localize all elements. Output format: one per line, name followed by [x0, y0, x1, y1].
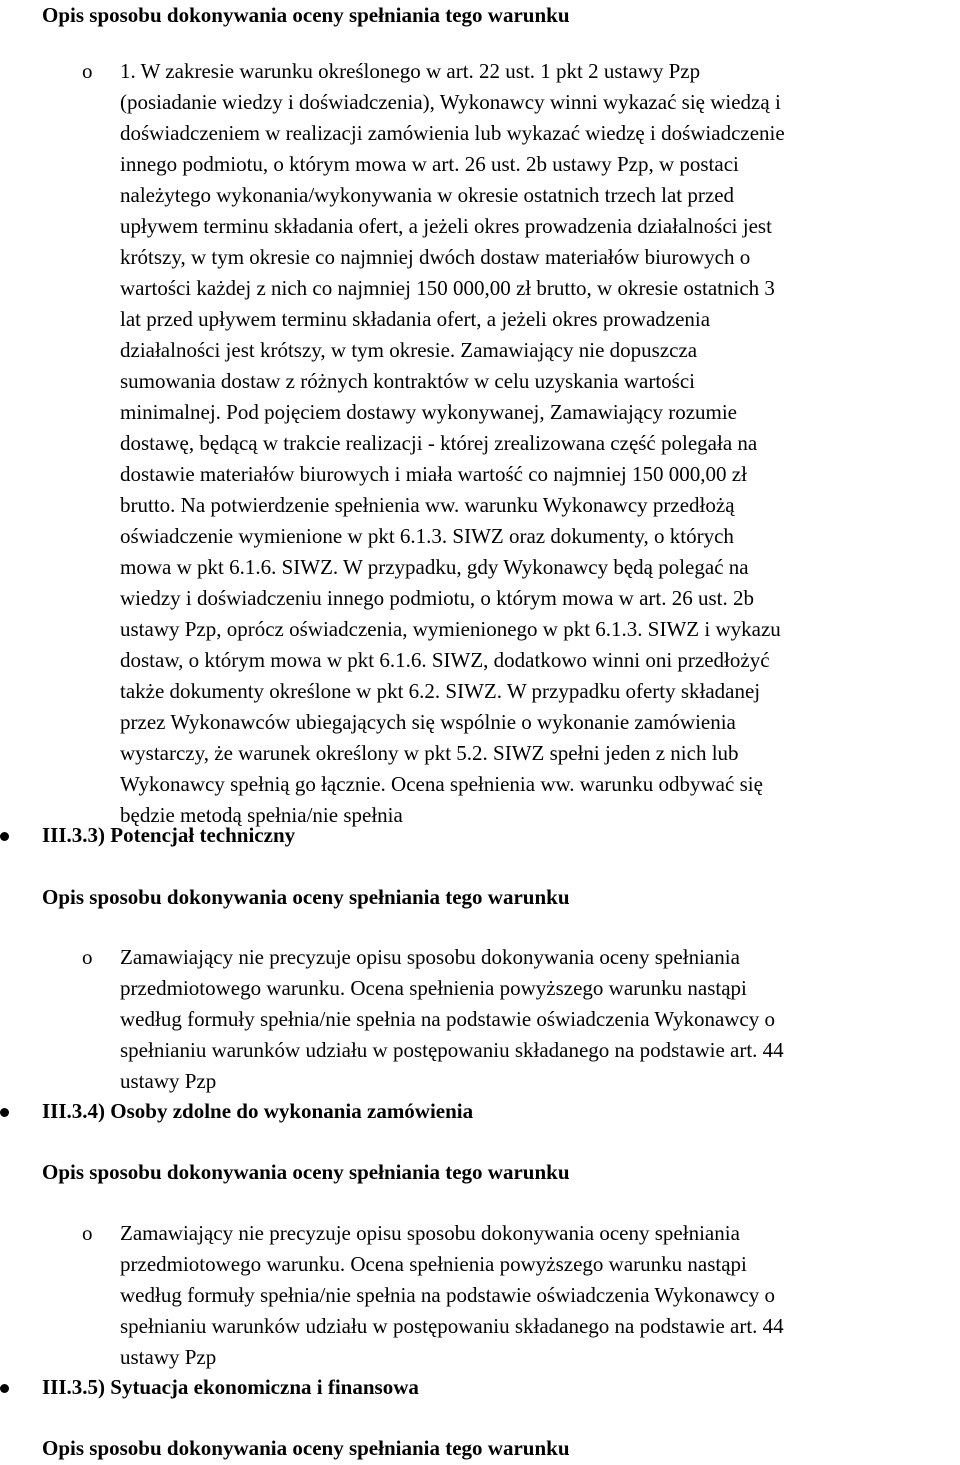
text-line: ustawy Pzp — [120, 1345, 217, 1369]
text-line: krótszy, w tym okresie co najmniej dwóch dostaw materiałów biurowych o — [120, 245, 751, 269]
text-line: dostaw, o którym mowa w pkt 6.1.6. SIWZ, dodatkowo winni oni przedłożyć — [120, 648, 770, 672]
heading-evaluation-method: Opis sposobu dokonywania oceny spełniania tego warunku — [42, 3, 570, 27]
text-line: Wykonawcy spełnią go łącznie. Ocena spełnienia ww. warunku odbywać się — [120, 772, 763, 796]
list-item-capable-persons — [0, 1218, 960, 1378]
text-line: (posiadanie wiedzy i doświadczenia), Wykonawcy winni wykazać się wiedzą i — [120, 90, 781, 114]
list-item-knowledge-experience — [0, 56, 960, 836]
text-line: spełnianiu warunków udziału w postępowaniu składanego na podstawie art. 44 — [120, 1314, 784, 1338]
heading-evaluation-method: Opis sposobu dokonywania oceny spełniania tego warunku — [42, 885, 570, 909]
text-line: ustawy Pzp — [120, 1069, 217, 1093]
text-line: przedmiotowego warunku. Ocena spełnienia powyższego warunku nastąpi — [120, 976, 747, 1000]
item-text — [120, 942, 784, 1097]
list-item-technical-potential — [0, 942, 960, 1102]
bullet-icon — [0, 1384, 9, 1393]
text-line: także dokumenty określone w pkt 6.2. SIWZ. W przypadku oferty składanej — [120, 679, 761, 703]
text-line: doświadczeniem w realizacji zamówienia lub wykazać wiedzę i doświadczenie — [120, 121, 785, 145]
text-line: według formuły spełnia/nie spełnia na podstawie oświadczenia Wykonawcy o — [120, 1283, 775, 1307]
heading-evaluation-method: Opis sposobu dokonywania oceny spełniania tego warunku — [42, 1160, 570, 1184]
item-text — [120, 56, 785, 831]
text-line: brutto. Na potwierdzenie spełnienia ww. warunku Wykonawcy przedłożą — [120, 493, 735, 517]
text-line: Zamawiający nie precyzuje opisu sposobu dokonywania oceny spełniania — [120, 1221, 740, 1245]
text-line: wystarczy, że warunek określony w pkt 5.2. SIWZ spełni jeden z nich lub — [120, 741, 739, 765]
bullet-icon — [0, 832, 9, 841]
text-line: będzie metodą spełnia/nie spełnia — [120, 803, 403, 827]
list-marker: o — [82, 1221, 93, 1245]
list-marker: o — [82, 59, 93, 83]
text-line: należytego wykonania/wykonywania w okresie ostatnich trzech lat przed — [120, 183, 735, 207]
text-line: przez Wykonawców ubiegających się wspólnie o wykonanie zamówienia — [120, 710, 736, 734]
section-title: III.3.3) Potencjał techniczny — [42, 823, 296, 847]
list-marker: o — [82, 945, 93, 969]
text-line: Zamawiający nie precyzuje opisu sposobu dokonywania oceny spełniania — [120, 945, 740, 969]
text-line: lat przed upływem terminu składania ofert, a jeżeli okres prowadzenia — [120, 307, 711, 331]
text-line: innego podmiotu, o którym mowa w art. 26 ust. 2b ustawy Pzp, w postaci — [120, 152, 739, 176]
text-line: sumowania dostaw z różnych kontraktów w celu uzyskania wartości — [120, 369, 695, 393]
text-line: mowa w pkt 6.1.6. SIWZ. W przypadku, gdy Wykonawcy będą polegać na — [120, 555, 749, 579]
text-line: minimalnej. Pod pojęciem dostawy wykonywanej, Zamawiający rozumie — [120, 400, 737, 424]
text-line: 1. W zakresie warunku określonego w art. 22 ust. 1 pkt 2 ustawy Pzp — [120, 59, 701, 83]
text-line: działalności jest krótszy, w tym okresie. Zamawiający nie dopuszcza — [120, 338, 698, 362]
text-line: przedmiotowego warunku. Ocena spełnienia powyższego warunku nastąpi — [120, 1252, 747, 1276]
heading-evaluation-method: Opis sposobu dokonywania oceny spełniania tego warunku — [42, 1436, 570, 1460]
text-line: wiedzy i doświadczeniu innego podmiotu, o którym mowa w art. 26 ust. 2b — [120, 586, 754, 610]
text-line: ustawy Pzp, oprócz oświadczenia, wymienionego w pkt 6.1.3. SIWZ i wykazu — [120, 617, 781, 641]
text-line: oświadczenie wymienione w pkt 6.1.3. SIWZ oraz dokumenty, o których — [120, 524, 734, 548]
section-title: III.3.5) Sytuacja ekonomiczna i finansowa — [42, 1375, 419, 1399]
bullet-icon — [0, 1108, 9, 1117]
text-line: upływem terminu składania ofert, a jeżeli okres prowadzenia działalności jest — [120, 214, 772, 238]
text-line: dostawę, będącą w trakcie realizacji - której zrealizowana część polegała na — [120, 431, 758, 455]
text-line: dostawie materiałów biurowych i miała wartość co najmniej 150 000,00 zł — [120, 462, 747, 486]
text-line: wartości każdej z nich co najmniej 150 000,00 zł brutto, w okresie ostatnich 3 — [120, 276, 775, 300]
text-line: według formuły spełnia/nie spełnia na podstawie oświadczenia Wykonawcy o — [120, 1007, 775, 1031]
section-title: III.3.4) Osoby zdolne do wykonania zamówienia — [42, 1099, 474, 1123]
item-text — [120, 1218, 784, 1373]
text-line: spełnianiu warunków udziału w postępowaniu składanego na podstawie art. 44 — [120, 1038, 784, 1062]
